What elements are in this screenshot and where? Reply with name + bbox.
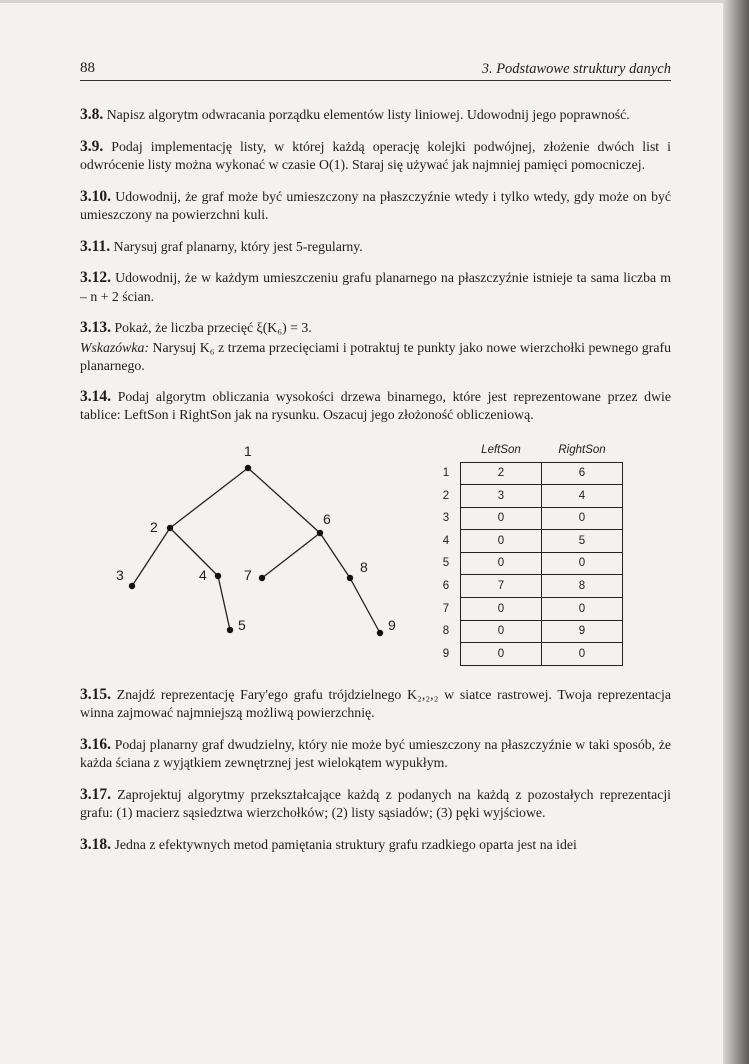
right-son-cell: 0 xyxy=(542,643,623,666)
tree-label-1: 1 xyxy=(244,442,252,459)
exercise-number: 3.18. xyxy=(80,835,111,853)
tree-node-7 xyxy=(259,574,265,580)
exercise-text: Udowodnij, że w każdym umieszczeniu grafu planarnego na płaszczyźnie istnieje ta sama liczba m – n + 2 ścian. xyxy=(80,270,672,304)
left-son-cell: 0 xyxy=(461,598,542,621)
tree-label-3: 3 xyxy=(116,566,124,583)
son-arrays-table-wrap xyxy=(432,440,623,666)
exercise-3-13 xyxy=(80,319,671,338)
edge-2-3 xyxy=(132,528,170,586)
row-index: 5 xyxy=(442,557,450,570)
son-arrays-table xyxy=(432,440,623,666)
edge-8-9 xyxy=(350,578,380,633)
row-index: 4 xyxy=(442,534,450,547)
left-son-cell: 0 xyxy=(461,620,542,643)
left-son-cell: 0 xyxy=(461,507,542,530)
tree-node-1 xyxy=(245,464,251,470)
table-header-index xyxy=(432,440,461,463)
exercise-text: Udowodnij, że graf może być umieszczony na płaszczyźnie wtedy i tylko wtedy, gdy może on być umieszczony na powierzchni kuli. xyxy=(80,188,671,222)
table-row xyxy=(432,530,623,553)
table-header-left: LeftSon xyxy=(481,444,521,457)
table-row xyxy=(432,575,623,598)
exercise-text: Narysuj graf planarny, który jest 5-regularny. xyxy=(113,238,363,254)
exercise-number: 3.8. xyxy=(80,106,104,123)
exercise-text: Jedna z efektywnych metod pamiętania struktury grafu rzadkiego oparta jest na idei xyxy=(114,836,577,852)
row-index: 1 xyxy=(442,467,450,480)
table-row xyxy=(432,485,623,508)
hint-paragraph xyxy=(80,339,671,376)
left-son-cell: 0 xyxy=(461,552,542,575)
edge-1-2 xyxy=(170,468,248,528)
tree-node-4 xyxy=(215,572,221,578)
exercise-text: Podaj planarny graf dwudzielny, który nie może być umieszczony na płaszczyźnie w taki sposób, że każda ściana z wyjątkiem zewnętrznej jest wielokątem wypukłym. xyxy=(80,736,671,770)
table-row xyxy=(432,643,623,666)
page-number: 88 xyxy=(80,60,95,76)
exercise-text: Napisz algorytm odwracania porządku elementów listy liniowej. Udowodnij jego poprawność. xyxy=(106,107,630,122)
exercise-text: Zaprojektuj algorytmy przekształcające każdą z podanych na każdą z pozostałych reprezentacji grafu: (1) macierz sąsiedztwa wierzchołków; (2) listy sąsiadów; (3) pęki wyjściowe. xyxy=(80,786,671,820)
tree-node-9 xyxy=(377,629,383,635)
table-header-row xyxy=(432,440,623,463)
exercise-number: 3.14. xyxy=(80,387,111,405)
tree-label-9: 9 xyxy=(388,616,396,633)
left-son-cell: 0 xyxy=(461,530,542,553)
edge-4-5 xyxy=(218,576,230,630)
exercise-list xyxy=(80,106,671,867)
binary-tree-figure xyxy=(80,438,671,674)
exercise-text: Podaj algorytm obliczania wysokości drzewa binarnego, które jest reprezentowane przez dwie tablice: LeftSon i RightSon jak na rysunku. Oszacuj jego złożoność obliczeniową. xyxy=(80,388,671,422)
right-son-cell: 0 xyxy=(542,507,623,530)
row-index: 7 xyxy=(442,602,450,615)
tree-node-5 xyxy=(227,626,233,632)
exercise-number: 3.10. xyxy=(80,187,111,205)
exercise-3-18 xyxy=(80,836,671,855)
table-row xyxy=(432,552,623,575)
tree-label-6: 6 xyxy=(323,510,331,527)
table-row xyxy=(432,462,623,485)
left-son-cell: 7 xyxy=(461,575,542,598)
tree-node-labels xyxy=(116,443,396,633)
scan-top-edge xyxy=(0,0,749,3)
tree-node-8 xyxy=(347,574,353,580)
exercise-number: 3.9. xyxy=(80,137,104,155)
right-son-cell: 6 xyxy=(542,462,623,485)
edge-2-4 xyxy=(170,528,218,576)
exercise-number: 3.13. xyxy=(80,319,111,336)
hint-label: Wskazówka: xyxy=(80,339,149,355)
exercise-3-16 xyxy=(80,736,671,773)
exercise-3-17 xyxy=(80,786,671,823)
scan-page-edge xyxy=(723,0,749,1064)
right-son-cell: 0 xyxy=(542,598,623,621)
table-row xyxy=(432,620,623,643)
row-index: 2 xyxy=(442,489,450,502)
header-rule xyxy=(80,80,671,81)
table-header-right: RightSon xyxy=(558,444,606,457)
exercise-number: 3.16. xyxy=(80,735,111,753)
exercise-3-8 xyxy=(80,106,671,125)
right-son-cell: 4 xyxy=(542,485,623,508)
edge-6-7 xyxy=(262,533,320,578)
tree-label-2: 2 xyxy=(150,518,158,535)
left-son-cell: 0 xyxy=(461,643,542,666)
exercise-3-9 xyxy=(80,138,671,175)
exercise-number: 3.11. xyxy=(80,237,111,255)
tree-nodes xyxy=(129,464,383,635)
exercise-number: 3.12. xyxy=(80,269,111,286)
row-index: 3 xyxy=(442,512,450,525)
row-index: 8 xyxy=(442,625,450,638)
exercise-number: 3.17. xyxy=(80,785,111,803)
tree-label-5: 5 xyxy=(238,616,246,633)
table-row xyxy=(432,507,623,530)
tree-edges xyxy=(132,468,380,633)
tree-label-8: 8 xyxy=(360,558,368,575)
exercise-number: 3.15. xyxy=(80,685,111,703)
right-son-cell: 9 xyxy=(542,620,623,643)
left-son-cell: 2 xyxy=(461,462,542,485)
tree-node-3 xyxy=(129,582,135,588)
tree-node-6 xyxy=(317,529,323,535)
exercise-3-15 xyxy=(80,686,671,723)
exercise-text: Pokaż, że liczba przecięć ξ(K₆) = 3. xyxy=(114,320,312,335)
right-son-cell: 0 xyxy=(542,552,623,575)
table-row xyxy=(432,598,623,621)
hint-text: Narysuj K₆ z trzema przecięciami i potraktuj te punkty jako nowe wierzchołki pewnego grafu planarnego. xyxy=(80,339,671,373)
exercise-text: Znajdź reprezentację Fary'ego grafu trójdzielnego K₂,₂,₂ w siatce rastrowej. Twoja reprezentacja winna zajmować najmniejszą możliwą powierzchnię. xyxy=(80,686,671,720)
exercise-3-12 xyxy=(80,269,671,306)
exercise-3-11 xyxy=(80,238,671,257)
exercise-3-10 xyxy=(80,188,671,225)
edge-1-6 xyxy=(248,468,320,533)
right-son-cell: 8 xyxy=(542,575,623,598)
exercise-text: Podaj implementację listy, w której każdą operację kolejki podwójnej, złożenie dwóch list i odwrócenie listy można wykonać w czasie O(1). Staraj się używać jak najmniej pamięci pomocniczej. xyxy=(80,138,672,172)
left-son-cell: 3 xyxy=(461,485,542,508)
right-son-cell: 5 xyxy=(542,530,623,553)
chapter-title: 3. Podstawowe struktury danych xyxy=(481,61,671,77)
edge-6-8 xyxy=(320,533,350,578)
row-index: 6 xyxy=(442,580,450,593)
tree-node-2 xyxy=(167,524,173,530)
row-index: 9 xyxy=(442,647,450,660)
exercise-3-14 xyxy=(80,388,671,425)
tree-label-4: 4 xyxy=(199,566,207,583)
tree-label-7: 7 xyxy=(244,566,252,583)
